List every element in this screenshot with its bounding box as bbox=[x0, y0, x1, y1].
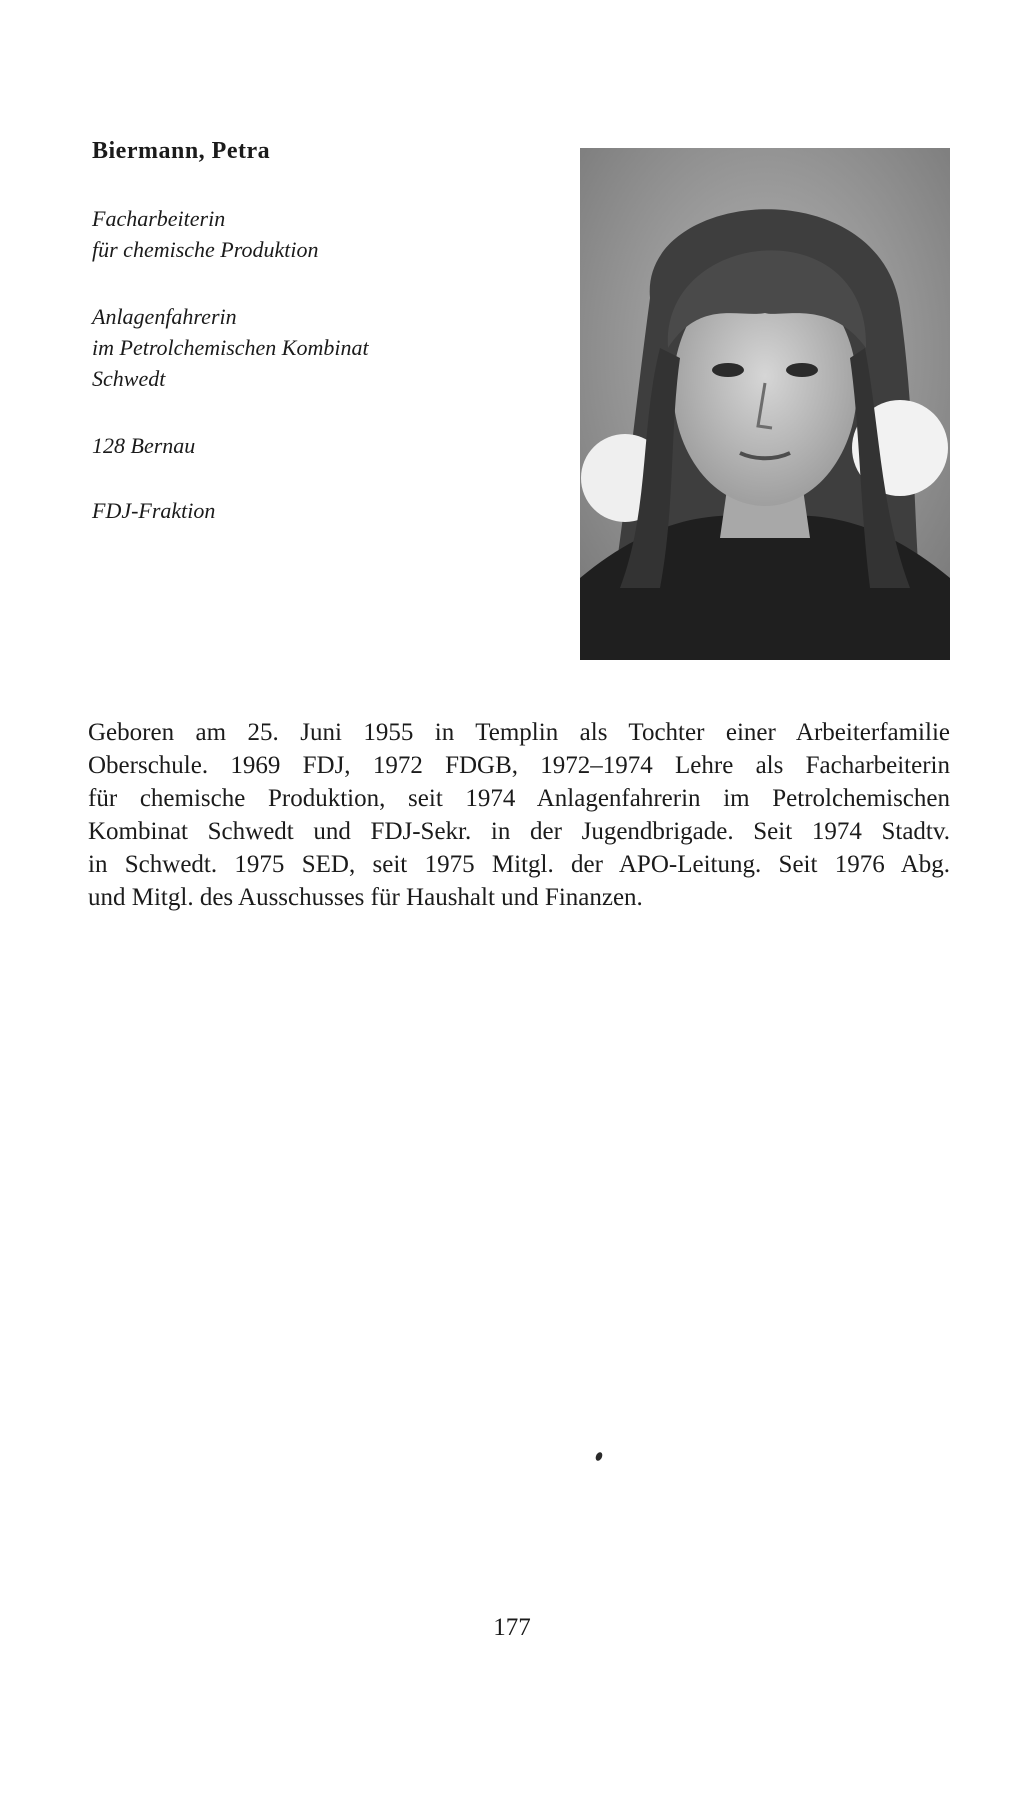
page-number: 177 bbox=[493, 1614, 531, 1641]
workplace-line: Anlagenfahrerin bbox=[92, 304, 237, 329]
portrait-illustration bbox=[580, 148, 950, 660]
occupation-line: für chemische Produktion bbox=[92, 237, 319, 262]
workplace-line: im Petrolchemischen Kombinat bbox=[92, 335, 369, 360]
biography-paragraph bbox=[88, 716, 950, 914]
occupation-block bbox=[92, 203, 512, 265]
workplace-block bbox=[92, 301, 512, 394]
portrait-photo bbox=[580, 148, 950, 660]
biography-line: für chemische Produktion, seit 1974 Anlagenfahrerin im Petrolchemischen bbox=[88, 785, 950, 812]
ink-mark bbox=[594, 1451, 603, 1462]
biography-line: Kombinat Schwedt und FDJ-Sekr. in der Jugendbrigade. Seit 1974 Stadtv. bbox=[88, 818, 950, 845]
person-name: Biermann, Petra bbox=[92, 138, 271, 164]
biography-line: und Mitgl. des Ausschusses für Haushalt und Finanzen. bbox=[88, 884, 643, 911]
parliamentary-fraction: FDJ-Fraktion bbox=[92, 498, 216, 523]
address: 128 Bernau bbox=[92, 433, 196, 458]
occupation-line: Facharbeiterin bbox=[92, 206, 226, 231]
biography-line: Oberschule. 1969 FDJ, 1972 FDGB, 1972–1974 Lehre als Facharbeiterin bbox=[88, 752, 950, 779]
biography-line: in Schwedt. 1975 SED, seit 1975 Mitgl. der APO-Leitung. Seit 1976 Abg. bbox=[88, 851, 950, 878]
biography-line: Geboren am 25. Juni 1955 in Templin als Tochter einer Arbeiterfamilie bbox=[88, 719, 950, 746]
workplace-line: Schwedt bbox=[92, 366, 166, 391]
